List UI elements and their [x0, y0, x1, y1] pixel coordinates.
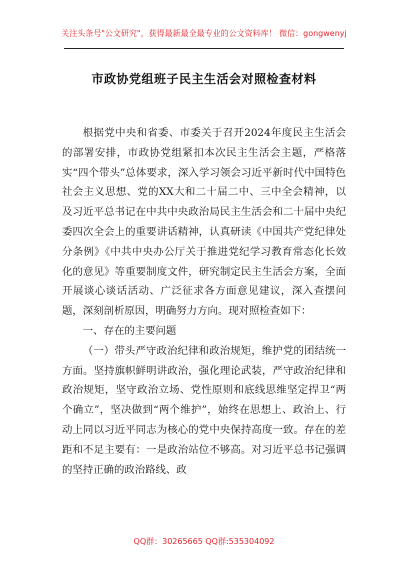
- document-title: 市政协党组班子民主生活会对照检查材料: [91, 72, 317, 86]
- paragraph-section-1: （一）带头严守政治纪律和政治规矩，维护党的团结统一方面。坚持旗帜鲜明讲政治，强化理论武装，严守政治纪律和政治规矩，坚守政治立场、党性原则和底线思维坚定捍卫“两个确立”，坚决做到“两个维护”，始终在思想上、政治上、行动上同以习近平同志为核心的党中央保持高度一致。存在的差距和不足主要有：一是政治站位不够高。对习近平总书记强调的坚持正确的政治路线、政: [62, 344, 346, 476]
- paragraph-intro: 根据党中央和省委、市委关于召开2024年度民主生活会的部署安排，市政协党组紧扣本次民主生活会主题，严格落实“四个带头”总体要求，深入学习领会习近平新时代中国特色社会主义思想、党的XX大和二十届二中、三中全会精神，以及习近平总书记在中共中央政治局民主生活会和二十届中央纪委四次全会上的重要讲话精神，认真研读《中国共产党纪律处分条例》《中共中央办公厅关于推进党纪学习教育常态化长效化的意见》等重要制度文件，研究制定民主生活会方案，全面开展谈心谈话活动、广泛征求各方面意见建议，深入查摆问题，深刻剖析原因，明确努力方向。现对照检查如下：: [62, 127, 346, 318]
- document-body: [62, 124, 346, 480]
- header-divider: [64, 48, 344, 49]
- footer-notice: QQ群：30265665 QQ群:535304092: [133, 537, 275, 546]
- section-heading: 一、存在的主要问题: [82, 324, 177, 337]
- header-notice: 关注头条号"公文研究"，获得最新最全最专业的公文资料库！ 微信：gongwenyj: [61, 29, 347, 38]
